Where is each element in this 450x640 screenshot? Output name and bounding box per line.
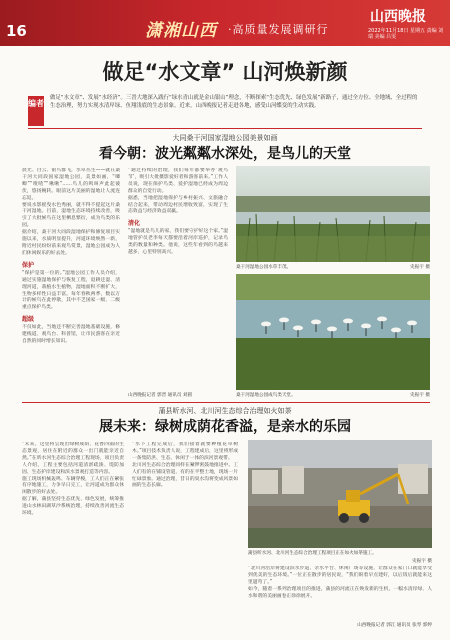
story2-kicker: 蒲县昕水河、北川河生态综合治理如火如荼 [158,407,292,415]
paper-date: 2022年11月18日 星期五 责编 刘瑞 美编 吕雯 [368,28,444,40]
story2-title: 展未来：绿树成荫花香溢，是亲水的乐园 [99,419,351,435]
story1-col1b-text: “保护是第一位的。”湿地公园工作人员介绍，通过实施湿地保护与恢复工程，退耕还湿、清理河道，栽植水生植物，湿地面积不断扩大，生物多样性日益丰富。每年春秋两季，数以万计的候鸟在此停歇，其中不乏国家一级、二级重点保护鸟类。 [22,270,120,311]
paper-logo: 山西晚报 [370,9,426,25]
story1-subhead-2: 超级 [22,316,35,324]
divider [22,402,430,403]
story2-column-3: “北川河沿岸将建设滨水步道、亲水平台、休闲广场等设施，让群众在家门口就能享受到优美的生态环境。”一位正在散步的居民说，“我们盼着早点建好，以后饭后就能来这里遛弯了。” 如今，随着一系列治理项目的推进，蒲县的河流正在焕发新的生机，一幅水清岸绿、人水和谐的美丽画卷正徐徐展开。 [248,566,432,599]
story1-col1-text: 晨光、白云、银鸟群飞，水草丛生——就在桑干河大同段国家湿地公园，美景如画，“唧唧”“喳喳”“啾啾”……鸟儿的鸣叫声此起彼伏，悠扬婉转。眼前这片美丽的湿地让人流连忘返。 要说水影摇曳水色秀丽，就不得不提起这片桑干河湿地。目前，湿地生态环境持续改善，吸引了大批候鸟在这里栖息繁衍，成为鸟类的乐园。 据介绍，桑干河大同段湿地保护和修复项目实施以来，水质明显提升，河道环境焕然一新，附近村民纷纷前来观鸟赏景，湿地公园成为人们休闲娱乐的好去处。 [22,168,120,256]
story1-column-1 [22,168,120,400]
divider [28,128,422,129]
photo2-credit: 史振宇 摄 [410,393,430,398]
photo1-credit: 史振宇 摄 [410,265,430,270]
story1-title: 看今朝：波光粼粼水深处，是鸟儿的天堂 [99,146,351,162]
photo3-credit: 史振宇 摄 [412,559,432,564]
photo3-caption: 蒲县昕水河、北川河生态综合治理工程项目正在如火如荼施工。 [248,551,377,556]
story1-column-2 [128,168,228,400]
wetland-reeds-photo [236,166,430,262]
birds-wetland-photo [236,274,430,390]
section-title: 潇湘山西 [145,21,217,41]
story1-byline: 山西晚报记者 郭晋 通讯员 刘圆 [128,393,193,398]
story1-col2-text: “通过持续的治理，我们每年都要举办‘观鸟节’，吸引大批摄影爱好者和游客前来。”工作人员说，现在保护鸟类、爱护湿地已经成为周边群众的自觉行动。 据悉，当地把湿地保护与乡村振兴、文旅融合结合起来，带动周边村民增收致富，实现了生态效益与经济效益双赢。 [128,168,228,215]
story1-col1c-text: 不仅如此，当地还不断完善湿地基础设施，修建栈道、观鸟台、科普馆，让市民游客在亲近自然的同时增长知识。 [22,325,120,345]
photo2-caption: 桑干河湿地公园成鸟类天堂。 [236,393,296,398]
editor-note-text: 做足“水文章”、发展“水经济”。三晋大地深入践行“绿水青山就是金山银山”理念，不断探索“生态优先、绿色发展”新路子，通过全方位、全地域、全过程的生态治理，努力实现水清岸绿、鱼翔浅底的生态景象。近来，山西晚报记者走进各地，感受山河蝶变的生动实践。 [50,95,418,109]
story1-col2b-text: “湿地就是鸟儿的家，我们要守护好这个家。”湿地管护员老李每天都要沿着河岸巡护，记录鸟类的数量和种类。他说，这些年看到的鸟越来越多，心里特别高兴。 [128,229,228,256]
story2-column-1: “未来，这里将呈现出绿树成荫、花香四溢的生态景观，居住在附近的群众一出门就能亲近自然。”在昕水河生态综合治理工程现场，项目负责人介绍，工程主要包括河道清淤疏浚、堤防加固、生态护岸建设和滨水景观打造等内容。 施工现场机械轰鸣、车辆穿梭，工人们正在紧张有序地施工，力争早日完工，让河道成为群众休闲散步的好去处。 据了解，蒲县坚持生态优先、绿色发展，统筹推进山水林田湖草沙系统治理，持续改善河流生态环境。 [22,442,124,517]
section-subtitle: ·高质量发展调研行 [228,23,329,36]
story1-kicker: 大同桑干河国家湿地公园美景如画 [172,134,278,142]
construction-site-photo [248,440,432,548]
page-headline: 做足“水文章” 山河焕新颜 [102,60,348,84]
editor-note-tag: 编者 [28,96,44,126]
story1-subhead-1: 保护 [22,261,35,269]
page-number: 16 [6,22,27,40]
photo1-caption: 桑干河湿地公园水草丰茂。 [236,265,292,270]
story1-subhead-3: 清化 [128,220,141,228]
story2-column-2: “水下工程完成后，我们接着就要种植花草树木。”项目技术负责人说，工程建成后，这里将形成一条集防洪、生态、休闲于一体的滨河景观带。 北川河生态综合治理同样在紧锣密鼓地推进中。工人们有的在铺设管道，有的在平整土地，现场一片忙碌景象。通过治理，昔日的臭水沟将变成风景如画的生态长廊。 [132,442,238,489]
story2-byline: 山西晚报记者 郭江 通讯员 张琴 郭婷 [357,623,432,628]
